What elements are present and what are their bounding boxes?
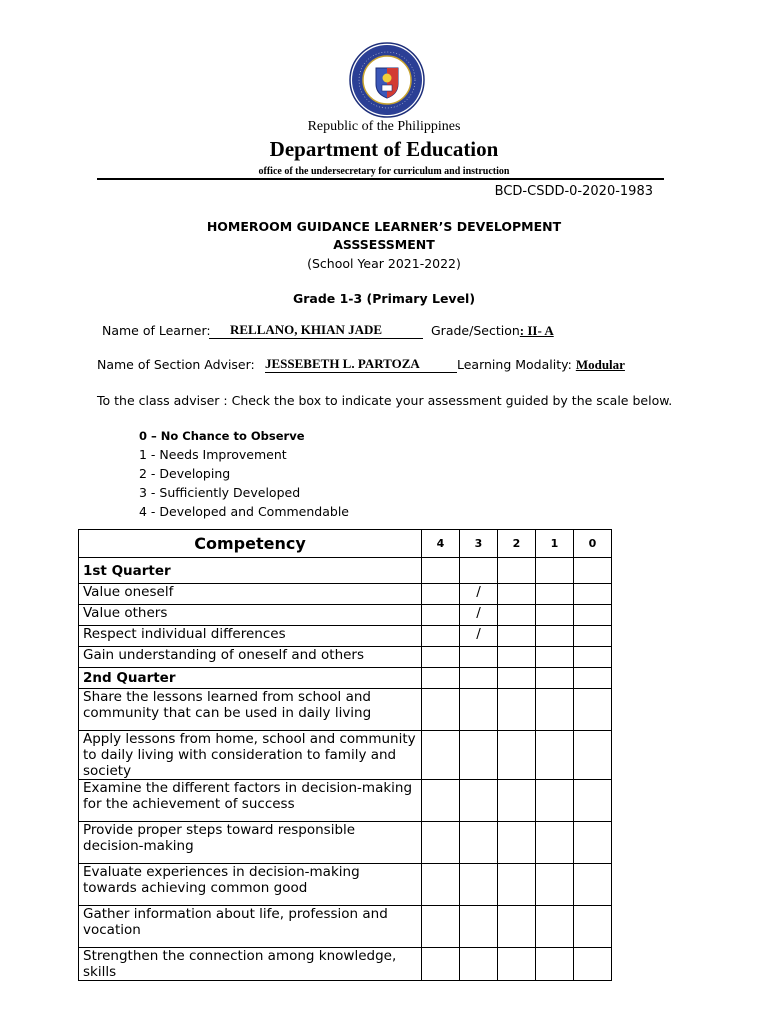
- rating-cell-0[interactable]: [574, 668, 612, 689]
- rating-cell-0[interactable]: [574, 558, 612, 584]
- modality-row: [457, 357, 625, 373]
- rating-cell-3[interactable]: [460, 647, 498, 668]
- competency-label: Strengthen the connection among knowledge, skills: [79, 948, 422, 981]
- rating-cell-3[interactable]: [460, 822, 498, 864]
- form-title-line2: ASSSESSMENT: [333, 237, 435, 252]
- quarter-label: 1st Quarter: [79, 558, 422, 584]
- competency-label: Value oneself: [79, 584, 422, 605]
- competency-row: [79, 605, 612, 626]
- rating-cell-2[interactable]: [498, 948, 536, 981]
- rating-cell-4[interactable]: [422, 906, 460, 948]
- rating-cell-4[interactable]: [422, 689, 460, 731]
- assessment-table: [78, 529, 612, 981]
- competency-row: [79, 906, 612, 948]
- rating-cell-2[interactable]: [498, 584, 536, 605]
- rating-cell-2[interactable]: [498, 906, 536, 948]
- competency-label: Value others: [79, 605, 422, 626]
- rating-cell-0[interactable]: [574, 731, 612, 780]
- rating-cell-0[interactable]: [574, 948, 612, 981]
- rating-cell-2[interactable]: [498, 558, 536, 584]
- learner-field: [209, 322, 423, 339]
- adviser-row: [97, 357, 255, 372]
- scale-item-4: 4 - Developed and Commendable: [139, 504, 349, 519]
- learner-name: RELLANO, KHIAN JADE: [230, 322, 383, 337]
- rating-cell-3[interactable]: [460, 689, 498, 731]
- office-subtitle: office of the undersecretary for curriculum and instruction: [258, 166, 510, 177]
- grade-section-value: : II- A: [519, 323, 554, 338]
- rating-cell-1[interactable]: [536, 906, 574, 948]
- modality-label: Learning Modality:: [457, 357, 572, 372]
- quarter-row: [79, 668, 612, 689]
- col-header-0: 0: [574, 530, 612, 558]
- rating-cell-0[interactable]: [574, 626, 612, 647]
- rating-cell-3[interactable]: [460, 668, 498, 689]
- scale-item-2: 2 - Developing: [139, 466, 231, 481]
- rating-cell-2[interactable]: [498, 647, 536, 668]
- rating-cell-2[interactable]: [498, 822, 536, 864]
- rating-cell-4[interactable]: [422, 647, 460, 668]
- table-body: [79, 558, 612, 981]
- rating-cell-1[interactable]: [536, 948, 574, 981]
- quarter-row: [79, 558, 612, 584]
- scale-item-1: 1 - Needs Improvement: [139, 447, 287, 462]
- competency-row: [79, 626, 612, 647]
- school-year: (School Year 2021-2022): [307, 256, 461, 271]
- rating-cell-2[interactable]: [498, 605, 536, 626]
- adviser-label: Name of Section Adviser:: [97, 357, 255, 372]
- rating-cell-3[interactable]: /: [460, 626, 498, 647]
- rating-cell-0[interactable]: [574, 647, 612, 668]
- rating-cell-3[interactable]: [460, 948, 498, 981]
- rating-cell-1[interactable]: [536, 626, 574, 647]
- competency-row: [79, 822, 612, 864]
- adviser-field: [265, 356, 457, 373]
- rating-cell-3[interactable]: [460, 558, 498, 584]
- form-title-line1: HOMEROOM GUIDANCE LEARNER’S DEVELOPMENT: [206, 219, 562, 234]
- rating-cell-3[interactable]: [460, 906, 498, 948]
- col-header-3: 3: [460, 530, 498, 558]
- grade-section-row: [431, 323, 554, 339]
- competency-label: Respect individual differences: [79, 626, 422, 647]
- rating-cell-2[interactable]: [498, 864, 536, 906]
- rating-cell-4[interactable]: [422, 558, 460, 584]
- header-divider: [97, 178, 664, 180]
- scale-item-0: 0 – No Chance to Observe: [139, 429, 305, 443]
- rating-cell-1[interactable]: [536, 558, 574, 584]
- rating-cell-4[interactable]: [422, 780, 460, 822]
- grade-section-label: Grade/Section: [431, 323, 520, 338]
- table-header-row: [79, 530, 612, 558]
- learner-label: Name of Learner:: [102, 323, 211, 338]
- competency-label: Provide proper steps toward responsible decision-making: [79, 822, 422, 864]
- scale-item-3: 3 - Sufficiently Developed: [139, 485, 301, 500]
- rating-cell-1[interactable]: [536, 647, 574, 668]
- competency-row: [79, 731, 612, 780]
- rating-cell-0[interactable]: [574, 780, 612, 822]
- rating-cell-2[interactable]: [498, 780, 536, 822]
- rating-cell-0[interactable]: [574, 605, 612, 626]
- rating-cell-4[interactable]: [422, 948, 460, 981]
- col-header-4: 4: [422, 530, 460, 558]
- rating-cell-3[interactable]: [460, 864, 498, 906]
- competency-label: Share the lessons learned from school and community that can be used in daily living: [79, 689, 422, 731]
- competency-label: Apply lessons from home, school and community to daily living with consideration to family and society: [79, 731, 422, 780]
- rating-cell-1[interactable]: [536, 689, 574, 731]
- grade-level: Grade 1-3 (Primary Level): [292, 291, 476, 306]
- deped-seal-logo: [349, 42, 425, 118]
- rating-cell-1[interactable]: [536, 822, 574, 864]
- rating-cell-3[interactable]: /: [460, 605, 498, 626]
- rating-cell-1[interactable]: [536, 668, 574, 689]
- rating-cell-1[interactable]: [536, 731, 574, 780]
- rating-cell-3[interactable]: [460, 780, 498, 822]
- rating-cell-1[interactable]: [536, 605, 574, 626]
- learner-row: [102, 323, 211, 338]
- competency-row: [79, 647, 612, 668]
- rating-cell-4[interactable]: [422, 668, 460, 689]
- competency-row: [79, 689, 612, 731]
- competency-label: Examine the different factors in decision-making for the achievement of success: [79, 780, 422, 822]
- document-code: BCD-CSDD-0-2020-1983: [494, 184, 653, 199]
- rating-cell-0[interactable]: [574, 822, 612, 864]
- competency-label: Evaluate experiences in decision-making towards achieving common good: [79, 864, 422, 906]
- col-header-1: 1: [536, 530, 574, 558]
- rating-cell-1[interactable]: [536, 584, 574, 605]
- competency-row: [79, 780, 612, 822]
- competency-header: Competency: [79, 530, 422, 558]
- rating-cell-4[interactable]: [422, 626, 460, 647]
- rating-cell-3[interactable]: /: [460, 584, 498, 605]
- rating-cell-2[interactable]: [498, 668, 536, 689]
- form-title: [0, 218, 768, 254]
- rating-cell-4[interactable]: [422, 864, 460, 906]
- rating-cell-0[interactable]: [574, 906, 612, 948]
- rating-cell-2[interactable]: [498, 626, 536, 647]
- competency-label: Gain understanding of oneself and others: [79, 647, 422, 668]
- rating-cell-1[interactable]: [536, 780, 574, 822]
- competency-row: [79, 948, 612, 981]
- rating-cell-3[interactable]: [460, 731, 498, 780]
- rating-cell-0[interactable]: [574, 689, 612, 731]
- republic-text: Republic of the Philippines: [307, 119, 461, 134]
- competency-row: [79, 584, 612, 605]
- rating-cell-4[interactable]: [422, 822, 460, 864]
- rating-cell-2[interactable]: [498, 731, 536, 780]
- adviser-name: JESSEBETH L. PARTOZA: [265, 356, 420, 371]
- rating-cell-0[interactable]: [574, 584, 612, 605]
- competency-row: [79, 864, 612, 906]
- rating-cell-4[interactable]: [422, 605, 460, 626]
- modality-value: Modular: [575, 357, 625, 372]
- department-title: Department of Education: [269, 137, 499, 161]
- instruction-text: To the class adviser : Check the box to indicate your assessment guided by the scale below.: [97, 393, 673, 408]
- rating-cell-4[interactable]: [422, 584, 460, 605]
- rating-cell-1[interactable]: [536, 864, 574, 906]
- competency-label: Gather information about life, profession and vocation: [79, 906, 422, 948]
- col-header-2: 2: [498, 530, 536, 558]
- rating-cell-2[interactable]: [498, 689, 536, 731]
- rating-cell-0[interactable]: [574, 864, 612, 906]
- quarter-label: 2nd Quarter: [79, 668, 422, 689]
- rating-cell-4[interactable]: [422, 731, 460, 780]
